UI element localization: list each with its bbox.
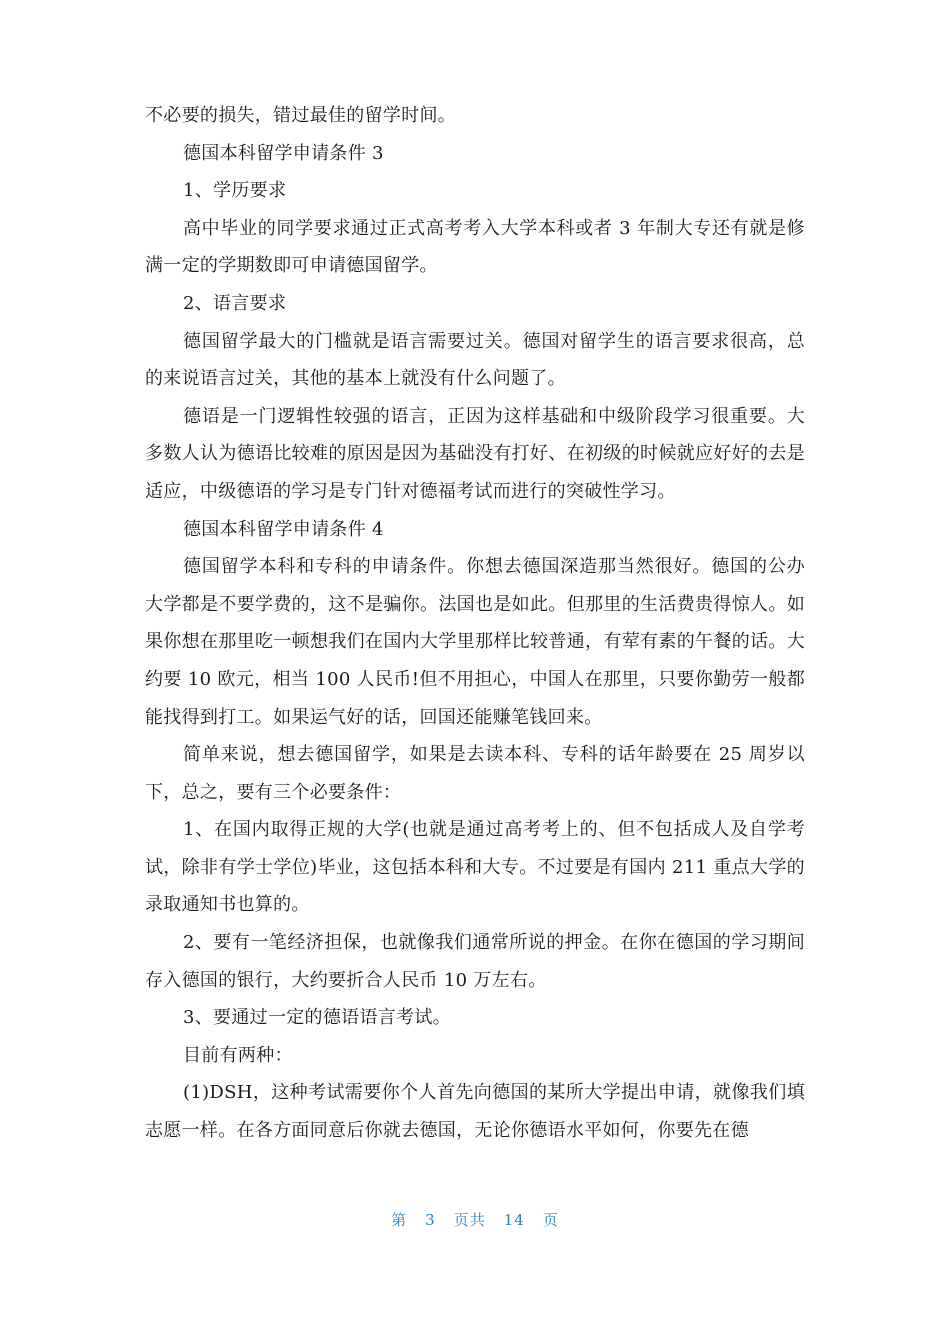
page-label-prefix: 第 bbox=[391, 1211, 408, 1229]
paragraph: 高中毕业的同学要求通过正式高考考入大学本科或者 3 年制大专还有就是修满一定的学期数即可申请德国留学。 bbox=[145, 217, 805, 277]
paragraph: 德国留学最大的门槛就是语言需要过关。德国对留学生的语言要求很高，总的来说语言过关，其他的基本上就没有什么问题了。 bbox=[145, 330, 805, 390]
paragraph: 德语是一门逻辑性较强的语言，正因为这样基础和中级阶段学习很重要。大多数人认为德语比较难的原因是因为基础没有打好、在初级的时候就应好好的去是适应，中级德语的学习是专门针对德福考试而进行的突破性学习。 bbox=[145, 405, 805, 502]
page-footer bbox=[0, 1209, 950, 1230]
paragraph: 3、要通过一定的德语语言考试。 bbox=[183, 1007, 451, 1029]
document-body bbox=[145, 97, 805, 1150]
paragraph: 德国本科留学申请条件 4 bbox=[183, 518, 384, 540]
paragraph: 1、学历要求 bbox=[183, 180, 287, 202]
total-pages-number: 14 bbox=[503, 1211, 525, 1229]
current-page-number: 3 bbox=[425, 1211, 436, 1229]
paragraph: 简单来说，想去德国留学，如果是去读本科、专科的话年龄要在 25 周岁以下，总之，要有三个必要条件： bbox=[145, 744, 805, 803]
paragraph: 不必要的损失，错过最佳的留学时间。 bbox=[145, 105, 457, 126]
paragraph: 德国留学本科和专科的申请条件。你想去德国深造那当然很好。德国的公办大学都是不要学费的，这不是骗你。法国也是如此。但那里的生活费贵得惊人。如果你想在那里吃一顿想我们在国内大学里那样比较普通，有荤有素的午餐的话。大约要 10 欧元，相当 100 人民币!但不用担心，中国人在那里，只要你勤劳一般都能找得到打工。如果运气好的话，回国还能赚笔钱回来。 bbox=[145, 556, 805, 728]
paragraph: 目前有两种： bbox=[183, 1044, 293, 1066]
page-label-suffix: 页 bbox=[542, 1211, 559, 1229]
paragraph: 2、语言要求 bbox=[183, 292, 287, 314]
paragraph: (1)DSH，这种考试需要你个人首先向德国的某所大学提出申请，就像我们填志愿一样。在各方面同意后你就去德国，无论你德语水平如何，你要先在德 bbox=[145, 1082, 805, 1142]
page-label-mid: 页共 bbox=[453, 1211, 486, 1229]
paragraph: 德国本科留学申请条件 3 bbox=[183, 142, 384, 164]
paragraph: 2、要有一笔经济担保，也就像我们通常所说的押金。在你在德国的学习期间存入德国的银行，大约要折合人民币 10 万左右。 bbox=[145, 932, 805, 991]
paragraph: 1、在国内取得正规的大学(也就是通过高考考上的、但不包括成人及自学考试，除非有学士学位)毕业，这包括本科和大专。不过要是有国内 211 重点大学的录取通知书也算的。 bbox=[145, 819, 805, 916]
